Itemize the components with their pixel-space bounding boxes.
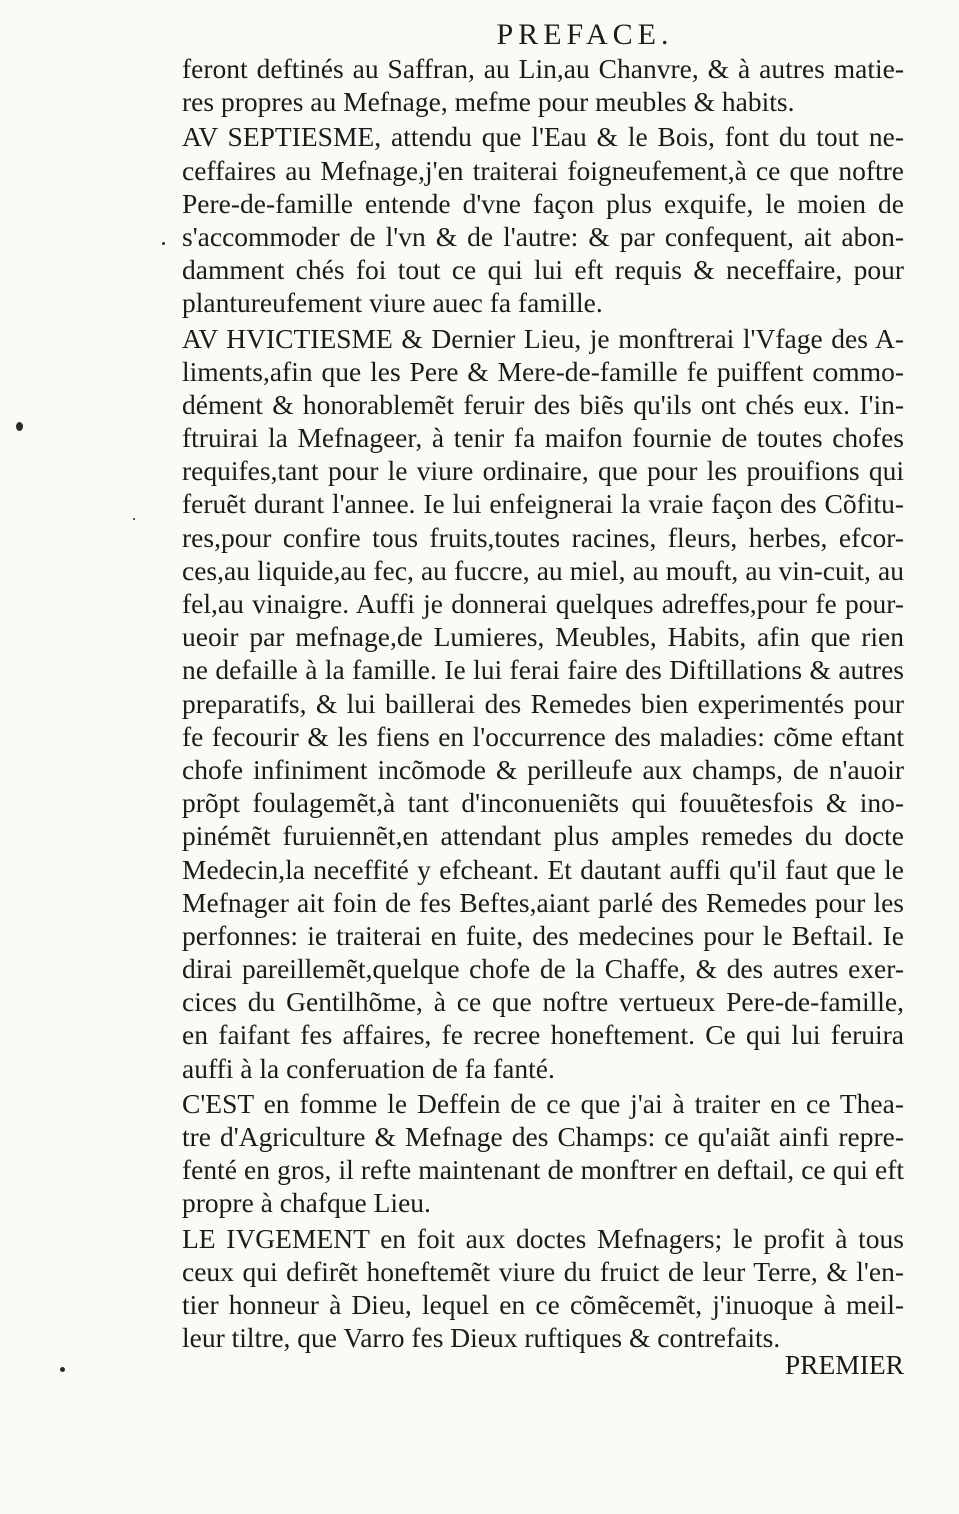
text-line: feruẽt durant l'annee. Ie lui enfeignerai la vraie façon des Cõfitu- [182, 488, 904, 520]
catchword: PREMIER [784, 1349, 904, 1380]
text-line: Mefnager ait foin de fes Beftes,aiant parlé des Remedes pour les [182, 886, 904, 918]
text-line: ceux qui defirẽt honeftemẽt viure du fruict de leur Terre, & l'en- [182, 1255, 904, 1287]
text-line: ces,au liquide,au fec, au fuccre, au miel, au mouft, au vin-cuit, au [182, 554, 904, 586]
text-line: propre à chafque Lieu. [182, 1187, 431, 1219]
text-line: fe fecourir & les fiens en l'occurrence des maladies: cõme eftant [182, 720, 904, 752]
text-line: damment chés foi tout ce qui lui eft requis & neceffaire, pour [182, 254, 904, 286]
ink-speck [162, 242, 165, 245]
text-line: requifes,tant pour le viure ordinaire, que pour les prouifions qui [182, 455, 904, 487]
text-line: tre d'Agriculture & Mefnage des Champs: ce qu'aiãt ainfi repre- [182, 1121, 904, 1152]
text-line: feront deftinés au Saffran, au Lin,au Chanvre, & à autres matie- [182, 53, 904, 84]
paragraph [182, 1222, 904, 1355]
text-line: tier honneur à Dieu, lequel en ce cõmẽcemẽt, j'inuoque à meil- [182, 1288, 904, 1320]
paragraph [182, 322, 904, 1085]
text-line: ueoir par mefnage,de Lumieres, Meubles, Habits, afin que rien [182, 621, 904, 653]
paragraph [182, 52, 904, 118]
text-line: en faifant fes affaires, fe recree honeftement. Ce qui lui feruira [182, 1019, 904, 1051]
text-line: AV HVICTIESME & Dernier Lieu, je monftrerai l'Vfage des A- [182, 322, 904, 354]
text-line: dément & honorablemẽt feruir des biẽs qu'ils ont chés eux. I'in- [182, 388, 904, 420]
text-line: LE IVGEMENT en foit aux doctes Mefnagers; le profit à tous [182, 1222, 904, 1254]
text-line: fel,au vinaigre. Auffi je donnerai quelques adreffes,pour fe pour- [182, 588, 904, 619]
paragraph [182, 120, 904, 319]
text-line: s'accommoder de l'vn & de l'autre: & par confequent, ait abon- [182, 220, 904, 252]
paragraph [182, 1087, 904, 1220]
text-line: AV SEPTIESME, attendu que l'Eau & le Bois, font du tout ne- [182, 121, 904, 153]
ink-speck [16, 422, 23, 431]
text-line: auffi à la conferuation de fa fanté. [182, 1052, 555, 1084]
text-line: ne defaille à la famille. Ie lui ferai faire des Diftillations & autres [182, 654, 904, 686]
text-line: res propres au Mefnage, mefme pour meubles & habits. [182, 86, 795, 118]
running-head: PREFACE. [496, 18, 674, 51]
text-line: res,pour confire tous fruits,toutes racines, fleurs, herbes, efcor- [182, 521, 904, 553]
text-line: dirai pareillemẽt,quelque chofe de la Chaffe, & des autres exer- [182, 953, 904, 985]
text-line: C'EST en fomme le Deffein de ce que j'ai à traiter en ce Thea- [182, 1087, 904, 1119]
text-line: cices du Gentilhõme, à ce que noftre vertueux Pere-de-famille, [182, 986, 904, 1018]
text-line: pinémẽt furuiennẽt,en attendant plus amples remedes du docte [182, 820, 904, 852]
text-line: chofe infiniment incõmode & perilleufe aux champs, de n'auoir [182, 753, 904, 785]
text-line: leur tiltre, que Varro fes Dieux ruftiques & contrefaits. [182, 1322, 781, 1354]
text-line: liments,afin que les Pere & Mere-de-famille fe puiffent commo- [182, 355, 904, 387]
text-line: ceffaires au Mefnage,j'en traiterai foigneufement,à ce que noftre [182, 154, 904, 186]
text-line: perfonnes: ie traiterai en fuite, des medecines pour le Beftail. Ie [182, 919, 904, 951]
text-line: plantureufement viure auec fa famille. [182, 287, 603, 319]
text-line: prõpt foulagemẽt,à tant d'inconueniẽts qui fouuẽtesfois & ino- [182, 787, 904, 819]
text-line: Pere-de-famille entende d'vne façon plus exquife, le moien de [182, 187, 904, 219]
text-line: Medecin,la neceffité y efcheant. Et dautant auffi qu'il faut que le [182, 853, 904, 885]
ink-speck [133, 518, 135, 520]
text-line: ftruirai la Mefnageer, à tenir fa maifon fournie de toutes chofes [182, 422, 904, 454]
ink-speck [60, 1367, 65, 1372]
body-text [182, 52, 904, 1354]
text-line: preparatifs, & lui baillerai des Remedes bien experimentés pour [182, 687, 904, 719]
text-line: fenté en gros, il refte maintenant de monftrer en deftail, ce qui eft [182, 1154, 904, 1186]
book-page [182, 18, 904, 1488]
